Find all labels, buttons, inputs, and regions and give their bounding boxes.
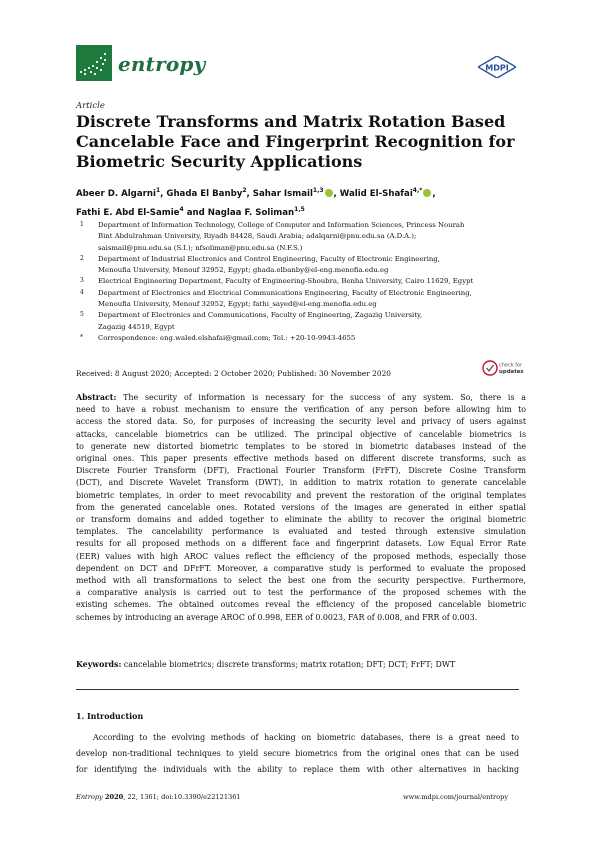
- paper-title: [76, 112, 515, 172]
- abstract-line: schemes by introducing an average AROC of 0.998, EER of 0.0023, FAR of 0.008, and FRR of 0.003.: [76, 612, 478, 622]
- author-list: [76, 183, 526, 221]
- orcid-icon[interactable]: [325, 189, 333, 197]
- abstract-line: existing schemes. The obtained outcomes reveal the efficiency of the proposed cancelable biometric: [76, 600, 526, 610]
- author-name[interactable]: Naglaa F. Soliman: [207, 207, 295, 218]
- author-name[interactable]: Sahar Ismail: [252, 188, 313, 199]
- intro-line: develop non-traditional techniques to yield secure biometrics from the original ones that can be used: [76, 749, 519, 759]
- abstract-line: need to have a robust mechanism to ensure the verification of any person before allowing him to: [76, 405, 526, 415]
- title-line: Biometric Security Applications: [76, 152, 363, 171]
- abstract-line: a comparative analysis is carried out to test the performance of the proposed schemes with the: [76, 588, 526, 598]
- svg-text:updates: updates: [499, 369, 524, 375]
- author-name[interactable]: Abeer D. Algarni: [76, 188, 156, 199]
- svg-text:check for: check for: [499, 362, 523, 369]
- abstract-line: templates. The cancelability performance is evaluated and tested through extensive simulation: [76, 527, 526, 537]
- section-heading: 1. Introduction: [76, 712, 144, 721]
- abstract-line: Abstract: The security of information is necessary for the success of any system. So, there is a: [76, 393, 526, 402]
- footer-journal: Entropy: [76, 793, 103, 801]
- footer-url-link[interactable]: www.mdpi.com/journal/entropy: [403, 793, 509, 801]
- orcid-icon[interactable]: [423, 189, 431, 197]
- author-name[interactable]: Ghada El Banby: [166, 188, 243, 199]
- footer-citation: Entropy 2020, 22, 1361; doi:10.3390/e22121361: [76, 793, 241, 801]
- footer-year: 2020: [104, 793, 124, 801]
- check-for-updates-button[interactable]: [482, 358, 526, 378]
- author-line-2: Fathi E. Abd El-Samie$^4$ and Naglaa F. Soliman$^{1,5}$: [76, 205, 305, 218]
- abstract: [76, 392, 526, 624]
- affiliations: [76, 220, 526, 344]
- abstract-line: attacks, cancelable biometrics can be utilized. The principal objective of cancelable biometrics is: [76, 429, 526, 439]
- abstract-line: original ones. This paper presents effective methods based on different discrete transforms, such as: [76, 454, 526, 464]
- keywords-label: Keywords:: [76, 660, 122, 669]
- publication-dates: Received: 8 August 2020; Accepted: 2 October 2020; Published: 30 November 2020: [76, 369, 391, 378]
- title-line: Discrete Transforms and Matrix Rotation Based: [76, 112, 506, 131]
- abstract-line: from the generated cancelable ones. Rotated versions of the images are generated in either spatial: [76, 502, 526, 512]
- title-line: Cancelable Face and Fingerprint Recognition for: [76, 132, 515, 151]
- author-line-1: Abeer D. Algarni$^1$, Ghada El Banby$^2$, Sahar Ismail$^{1,3}$ , Walid El-Shafai$^{4,*}$ ,: [76, 187, 436, 199]
- abstract-line: (DCT), and Discrete Wavelet Transform (DWT), in addition to matrix rotation to generate cancelable: [76, 478, 526, 488]
- affiliation-item: 2 Department of Industrial Electronics and Control Engineering, Faculty of Electronic Engineering, Menoufia University, Menouf 32952, Egypt; ghada.elbanby@el-eng.menofia.edu.eg: [80, 254, 440, 275]
- affiliation-item: 1 Department of Information Technology, College of Computer and Information Sciences, Princess Nourah Bint Abdulrahman University, Riyadh 84428, Saudi Arabia; adalqarni@pnu.edu.sa (A.D.A.); saismail@pnu.edu.sa (S.I.); nfsoliman@pnu.edu.sa (N.F.S.): [80, 221, 465, 252]
- divider: [76, 689, 519, 690]
- publisher-logo: [478, 56, 516, 78]
- introduction-text: [76, 730, 519, 779]
- mdpi-logo-icon: [478, 56, 516, 78]
- journal-logo: [76, 45, 112, 81]
- journal-name: entropy: [118, 52, 206, 76]
- abstract-line: Discrete Fourier Transform (DFT), Fractional Fourier Transform (FrFT), Discrete Cosine Transform: [76, 466, 526, 476]
- intro-line: for identifying the individuals with the ability to replace them with other alternatives in hacking: [76, 765, 519, 775]
- svg-text:MDPI: MDPI: [485, 63, 509, 73]
- intro-line: According to the evolving methods of hacking on biometric databases, there is a great need to: [93, 733, 519, 742]
- abstract-line: or transform domains and added together to eliminate the ability to recover the original biometric: [76, 515, 526, 525]
- abstract-line: (EER) values with high AROC values reflect the efficiency of the proposed methods, especially those: [76, 551, 526, 561]
- correspondence: * Correspondence: eng.waled.elshafai@gmail.com; Tel.: +20-10-9943-4655: [80, 333, 356, 342]
- affiliation-item: 3 Electrical Engineering Department, Faculty of Engineering-Shoubra, Benha University, Cairo 11629, Egypt: [80, 277, 474, 286]
- keywords: Keywords: cancelable biometrics; discrete transforms; matrix rotation; DFT; DCT; FrFT; DWT: [76, 660, 456, 669]
- abstract-line: results for all proposed methods on a different face and fingerprint datasets. Low Equal Error Rate: [76, 539, 526, 549]
- abstract-line: method with all transformations to select the best one from the security perspective. Furthermore,: [76, 576, 526, 586]
- abstract-line: access the stored data. So, for purposes of increasing the security level and privacy of users against: [76, 417, 526, 427]
- author-name[interactable]: Walid El-Shafai: [339, 188, 413, 199]
- author-name[interactable]: Fathi E. Abd El-Samie: [76, 207, 180, 218]
- check-updates-icon: [482, 358, 526, 378]
- abstract-line: biometric templates, in order to meet revocability and prevent the restoration of the original templates: [76, 490, 526, 500]
- abstract-label: Abstract:: [76, 393, 117, 402]
- affiliation-item: 5 Department of Electronics and Communications, Faculty of Engineering, Zagazig University, Zagazig 44519, Egypt: [80, 311, 423, 331]
- article-type: Article: [76, 101, 105, 111]
- affiliation-item: 4 Department of Electronics and Electrical Communications Engineering, Faculty of Electronic Engineering, Menoufia University, Menouf 32952, Egypt; fathi_sayed@el-eng.menofia.edu.eg: [80, 288, 472, 309]
- journal-logo-icon: [76, 45, 112, 81]
- abstract-line: to generate new distorted biometric templates to be stored in biometric databases instead of the: [76, 441, 526, 451]
- abstract-line: dependent on DCT and DFrFT. Moreover, a comparative study is performed to evaluate the proposed: [76, 563, 526, 573]
